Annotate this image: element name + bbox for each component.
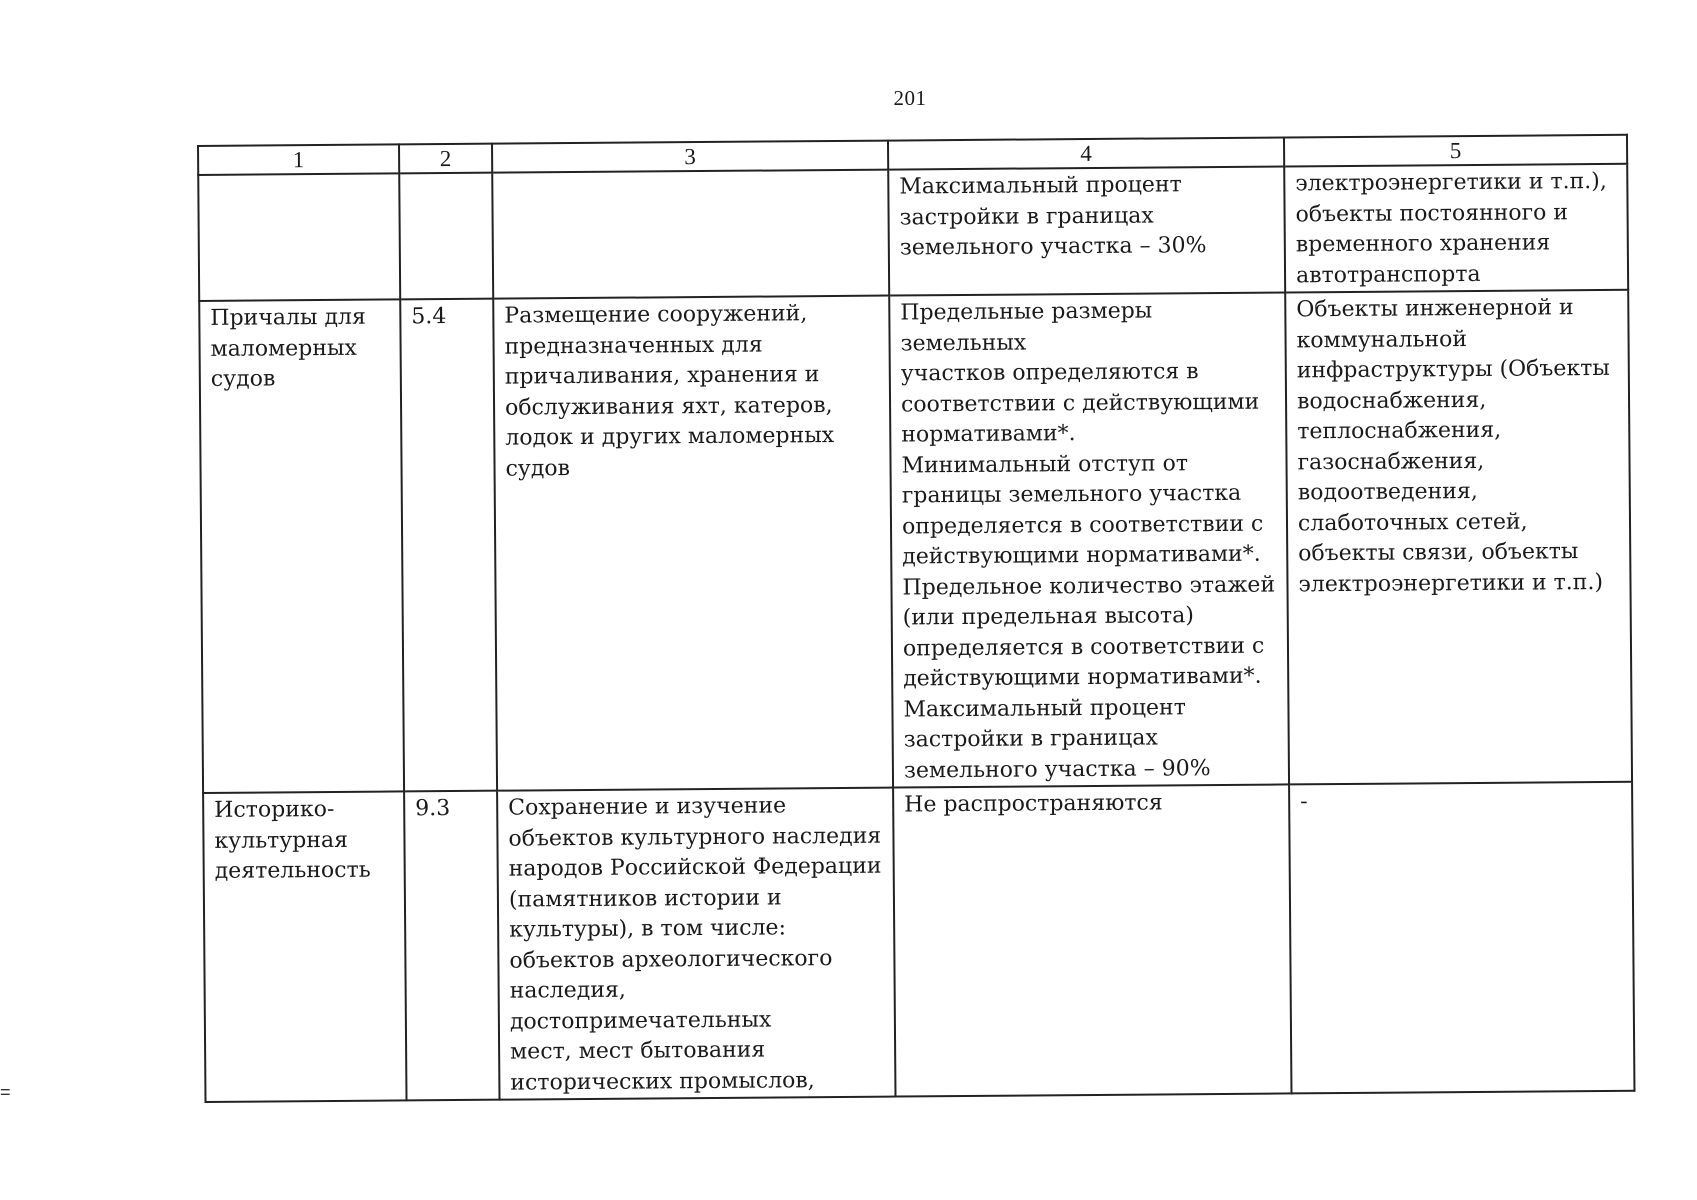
cell-parameters-text: Предельные размеры земельных участков определяются в соответствии с действующими нормативами*. Минимальный отступ от границы земельного участка определяется в соответствии с действующими нормативами*. Предельное количество этажей (или предельная высота) определяется в соответствии с действующими нормативами*. Максимальный процент застройки в границах земельного участка – 90% (900, 298, 1276, 783)
cell-objects (1289, 782, 1634, 1094)
cell-parameters (893, 784, 1291, 1096)
cell-parameters (888, 166, 1285, 295)
table-row (198, 164, 1628, 301)
table-row (203, 782, 1634, 1102)
cell-description-text: Сохранение и изучение объектов культурного наследия народов Российской Федерации (памятников истории и культуры), в том числе: объектов археологического наследия, достопримечательных мест, мест бытования исторических промыслов, (508, 793, 882, 1096)
margin-mark: = (0, 1082, 11, 1102)
cell-objects (1284, 164, 1628, 293)
column-header: 1 (198, 144, 399, 175)
cell-code-text: 5.4 (411, 304, 447, 330)
column-header: 2 (399, 144, 492, 174)
cell-objects-text: - (1300, 789, 1308, 815)
cell-name-text (209, 176, 388, 177)
cell-name (203, 791, 406, 1102)
cell-description (492, 170, 889, 299)
column-header: 3 (492, 141, 888, 173)
cell-parameters-text: Не распространяются (904, 790, 1163, 818)
table-row (199, 290, 1632, 793)
land-use-table (197, 134, 1635, 1103)
column-header: 5 (1284, 135, 1627, 167)
cell-name-text: Причалы для маломерных судов (210, 304, 366, 392)
cell-code (404, 791, 499, 1101)
cell-name (199, 299, 404, 793)
cell-parameters (889, 292, 1289, 787)
cell-description (493, 296, 893, 791)
cell-code (399, 173, 493, 300)
cell-parameters-text: Максимальный процент застройки в границах земельного участка – 30% (899, 172, 1207, 261)
cell-description (497, 788, 895, 1100)
page-number: 201 (893, 86, 927, 110)
cell-code-text: 9.3 (415, 796, 451, 822)
cell-name (198, 173, 400, 301)
cell-objects (1285, 290, 1632, 785)
cell-name-text: Историко- культурная деятельность (214, 796, 371, 884)
cell-code-text (410, 176, 481, 177)
cell-objects-text: Объекты инженерной и коммунальной инфраструктуры (Объекты водоснабжения, теплоснабжения, газоснабжения, водоотведения, слаботочных сетей, объекты связи, объекты электроэнергетики и т.п.) (1296, 295, 1610, 597)
column-header: 4 (888, 137, 1284, 169)
cell-description-text: Размещение сооружений, предназначенных для причаливания, хранения и обслуживания яхт, катеров, лодок и других маломерных судов (504, 301, 835, 482)
cell-objects-text: электроэнергетики и т.п.), объекты постоянного и временного хранения автотранспорта (1295, 168, 1607, 288)
cell-description-text (503, 173, 877, 176)
cell-code (400, 299, 497, 792)
